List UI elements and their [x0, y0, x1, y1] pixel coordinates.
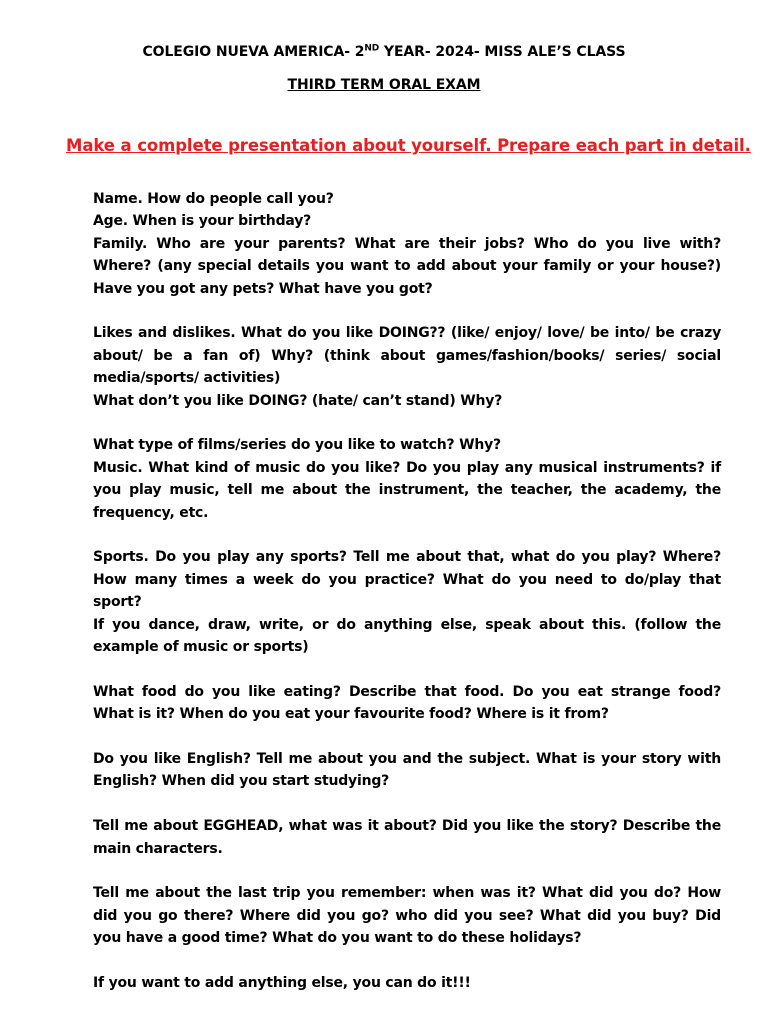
- question-food: What food do you like eating? Describe that food. Do you eat strange food? What is it? When do you eat your favourite food? Where is it from?: [93, 683, 721, 723]
- section-personal: [93, 188, 721, 300]
- section-food: [93, 681, 721, 726]
- question-likes: Likes and dislikes. What do you like DOING?? (like/ enjoy/ love/ be into/ be crazy about/ be a fan of) Why? (think about games/fashion/books/ series/ social media/sports/ activities): [93, 325, 721, 387]
- year-ordinal-suffix: ND: [364, 43, 380, 54]
- section-closing: [93, 972, 721, 994]
- section-sports: [93, 546, 721, 658]
- section-films-music: [93, 434, 721, 524]
- section-trip: [93, 882, 721, 949]
- question-name: Name. How do people call you?: [93, 191, 334, 207]
- question-egghead: Tell me about EGGHEAD, what was it about? Did you like the story? Describe the main characters.: [93, 818, 721, 857]
- question-films: What type of films/series do you like to watch? Why?: [93, 437, 501, 454]
- question-other-activities: If you dance, draw, write, or do anything else, speak about this. (follow the example of music or sports): [93, 616, 721, 656]
- closing-note: If you want to add anything else, you can do it!!!: [93, 975, 471, 992]
- question-family: Family. Who are your parents? What are their jobs? Who do you live with? Where? (any special details you want to add about your family or your house?) Have you got any pets? What have you got?: [93, 235, 721, 297]
- section-likes: [93, 322, 721, 412]
- question-age: Age. When is your birthday?: [93, 213, 312, 230]
- exam-title: THIRD TERM ORAL EXAM: [287, 77, 481, 93]
- question-list: [93, 188, 721, 995]
- section-egghead: [93, 815, 721, 860]
- section-english: [93, 748, 721, 793]
- question-sports: Sports. Do you play any sports? Tell me about that, what do you play? Where? How many times a week do you practice? What do you need to do/play that sport?: [93, 549, 721, 611]
- question-music: Music. What kind of music do you like? Do you play any musical instruments? if you play music, tell me about the instrument, the teacher, the academy, the frequency, etc.: [93, 459, 721, 521]
- instruction-text: Make a complete presentation about yourself. Prepare each part in detail.: [66, 136, 751, 155]
- school-header-text: COLEGIO NUEVA AMERICA- 2: [142, 44, 365, 60]
- question-english: Do you like English? Tell me about you and the subject. What is your story with English? When did you start studying?: [93, 751, 721, 790]
- school-header-text-rest: YEAR- 2024- MISS ALE’S CLASS: [379, 44, 626, 60]
- question-dislikes: What don’t you like DOING? (hate/ can’t stand) Why?: [93, 392, 503, 409]
- question-trip: Tell me about the last trip you remember: when was it? What did you do? How did you go there? Where did you go? who did you see? What did you buy? Did you have a good time? What do you want to do these holidays?: [93, 885, 721, 947]
- school-header: [0, 44, 768, 60]
